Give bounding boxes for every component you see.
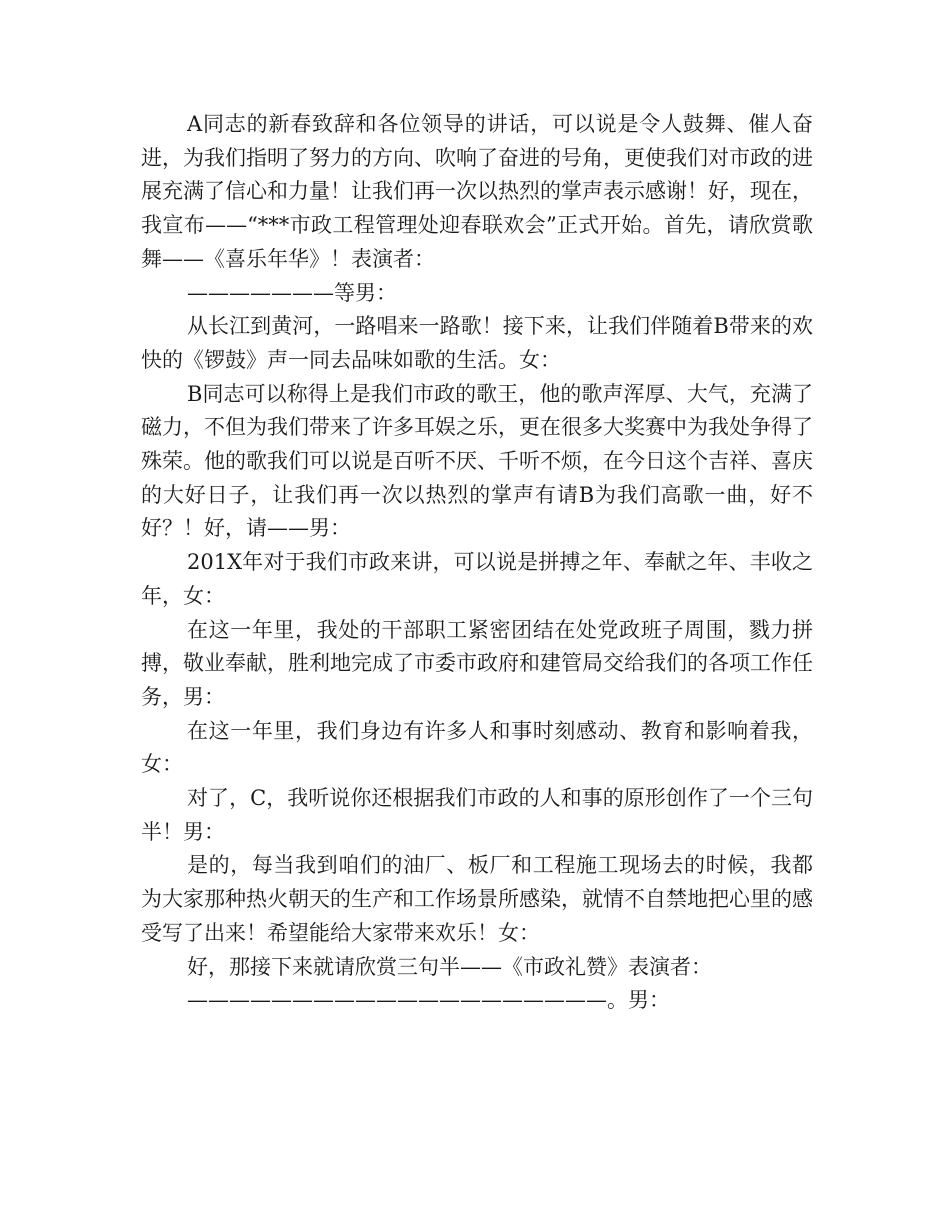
paragraph: ————————————————————。男： — [187, 988, 670, 1013]
paragraph: 201X年对于我们市政来讲，可以说是拼搏之年、奉献之年、丰收之年，女： — [141, 550, 813, 608]
paragraph: 在这一年里，我处的干部职工紧密团结在处党政班子周围，戮力拼搏，敬业奉献，胜利地完成了市委市政府和建管局交给我们的各项工作任务，男： — [141, 617, 813, 709]
paragraph: 好，那接下来就请欣赏三句半——《市政礼赞》表演者： — [187, 954, 712, 979]
paragraph: A同志的新春致辞和各位领导的讲话，可以说是令人鼓舞、催人奋进，为我们指明了努力的方向、吹响了奋进的号角，更使我们对市政的进展充满了信心和力量！让我们再一次以热烈的掌声表示感谢！好，现在，我宣布——“***市政工程管理处迎春联欢会”正式开始。首先，请欣赏歌舞——《喜乐年华》！表演者： — [141, 112, 813, 271]
paragraph: 对了，C，我听说你还根据我们市政的人和事的原形创作了一个三句半！男： — [141, 786, 813, 844]
document-body — [141, 108, 813, 1018]
paragraph: 在这一年里，我们身边有许多人和事时刻感动、教育和影响着我，女： — [141, 718, 813, 777]
paragraph: 是的，每当我到咱们的油厂、板厂和工程施工现场去的时候，我都为大家那种热火朝天的生产和工作场景所感染，就情不自禁地把心里的感受写了出来！希望能给大家带来欢乐！女： — [141, 853, 813, 945]
paragraph: ———————等男： — [187, 280, 397, 305]
paragraph: 从长江到黄河，一路唱来一路歌！接下来，让我们伴随着B带来的欢快的《锣鼓》声一同去品味如歌的生活。女： — [141, 314, 813, 372]
paragraph: B同志可以称得上是我们市政的歌王，他的歌声浑厚、大气，充满了磁力，不但为我们带来了许多耳娱之乐，更在很多大奖赛中为我处争得了殊荣。他的歌我们可以说是百听不厌、千听不烦，在今日这个吉祥、喜庆的大好日子，让我们再一次以热烈的掌声有请B为我们高歌一曲，好不好？！好，请——男： — [141, 381, 813, 541]
